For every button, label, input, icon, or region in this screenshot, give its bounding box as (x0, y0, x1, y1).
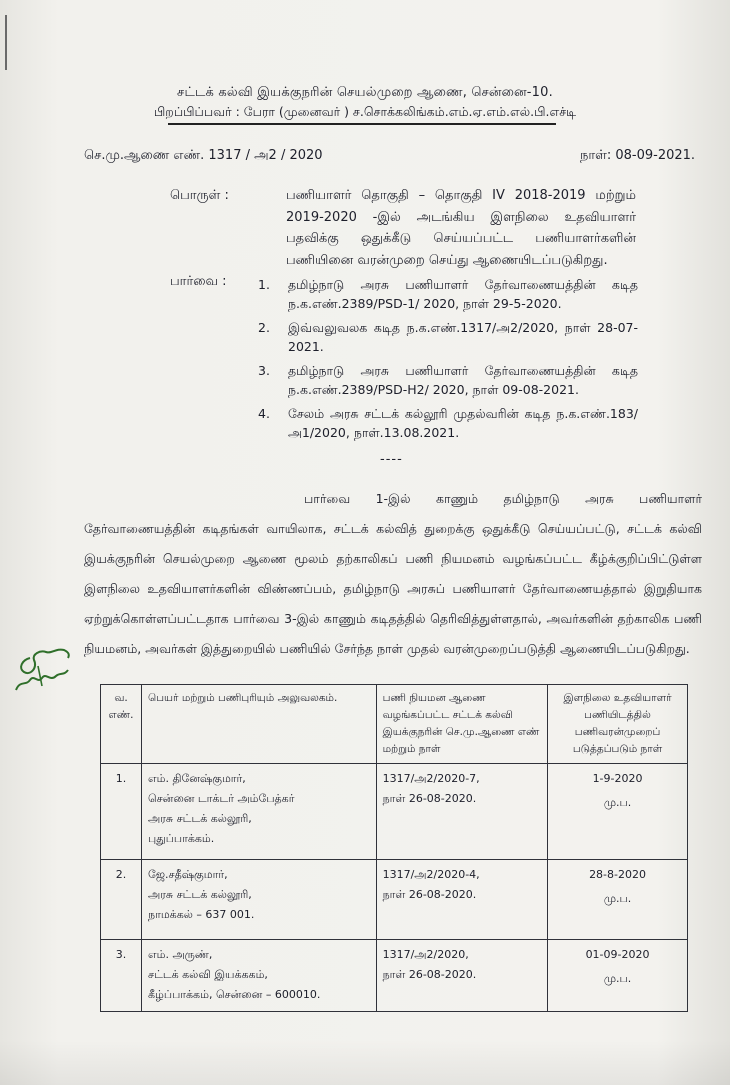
row-date (548, 860, 688, 940)
name-line: ஜே.சதீஷ்குமார், (148, 868, 228, 881)
order-line: நாள் 26-08-2020. (382, 888, 477, 901)
row-name-office (142, 940, 377, 1012)
order-line: நாள் 26-08-2020. (382, 792, 477, 805)
header-serial: வ. எண். (101, 685, 142, 764)
view-number: 3. (258, 363, 270, 378)
row-serial: 2. (101, 860, 142, 940)
header-regularisation-date: இளநிலை உதவியாளர் பணியிடத்தில் பணிவரன்முறைப் படுத்தப்படும் நாள் (548, 685, 688, 764)
name-line: அரசு சட்டக் கல்லூரி, (148, 812, 252, 825)
order-body (84, 484, 702, 664)
order-line: 1317/அ2/2020-4, (382, 868, 480, 881)
name-line: எம். அருண், (148, 948, 213, 961)
table-row (101, 940, 688, 1012)
forenoon-note: மு.ப. (603, 892, 632, 905)
view-number: 2. (258, 320, 270, 335)
row-date (548, 940, 688, 1012)
table-row (101, 764, 688, 860)
name-line: புதுப்பாக்கம். (148, 832, 215, 845)
order-body-text: பார்வை 1-இல் காணும் தமிழ்நாடு அரசு பணியாளர் தேர்வாணையத்தின் கடிதங்கள் வாயிலாக, சட்டக் கல்வித் துறைக்கு ஒதுக்கீடு செய்யப்பட்டு, சட்டக் கல்வி இயக்குநரின் செயல்முறை ஆணை மூலம் தற்காலிகப் பணி நியமனம் வழங்கப்பட்ட கீழ்க்குறிப்பிட்டுள்ள இளநிலை உதவியாளர்களின் விண்ணப்பம், தமிழ்நாடு அரசுப் பணியாளர் தேர்வாணையத்தால் இறுதியாக ஏற்றுக்கொள்ளப்பட்டதாக பார்வை 3-இல் காணும் கடிதத்தில் தெரிவித்துள்ளதால், அவர்களின் தற்காலிக பணி நியமனம், அவர்கள் இத்துறையில் பணியில் சேர்ந்த நாள் முதல் வரன்முறைப்படுத்தி ஆணையிடப்படுகிறது. (84, 491, 702, 656)
order-date: நாள்: 08-09-2021. (580, 148, 696, 163)
view-item (258, 362, 638, 399)
view-item (258, 405, 638, 442)
order-line: நாள் 26-08-2020. (382, 968, 477, 981)
margin-signature-icon (8, 640, 76, 700)
row-order-ref (376, 940, 547, 1012)
table-header-row (101, 685, 688, 764)
view-text: சேலம் அரசு சட்டக் கல்லூரி முதல்வரின் கடித ந.க.எண்.183/அ1/2020, நாள்.13.08.2021. (288, 406, 638, 440)
heading-underline (168, 123, 556, 125)
issuer-line: பிறப்பிப்பவர் : பேரா (முனைவர் ) ச.சொக்கலிங்கம்.எம்.ஏ.எம்.எல்.பி.எச்டி (153, 104, 577, 119)
name-line: கீழ்ப்பாக்கம், சென்னை – 600010. (148, 988, 321, 1001)
order-reference: செ.மு.ஆணை எண். 1317 / அ2 / 2020 (84, 148, 323, 163)
row-serial: 3. (101, 940, 142, 1012)
row-serial: 1. (101, 764, 142, 860)
page-shadow (0, 1040, 730, 1085)
date-value: 01-09-2020 (585, 948, 650, 961)
name-line: சட்டக் கல்வி இயக்ககம், (148, 968, 268, 981)
subject-text: பணியாளர் தொகுதி – தொகுதி IV 2018-2019 மற்றும் 2019-2020 -இல் அடங்கிய இளநிலை உதவியாளர் பதவிக்கு ஒதுக்கீடு செய்யப்பட்ட பணியாளர்களின் பணியினை வரன்முறை செய்து ஆணையிடப்படுகிறது. (286, 188, 636, 268)
row-name-office (142, 860, 377, 940)
separator: ---- (380, 452, 403, 467)
appointment-table (100, 684, 688, 1012)
date-value: 1-9-2020 (592, 772, 643, 785)
name-line: சென்னை டாக்டர் அம்பேத்கர் (148, 792, 295, 805)
subject-label: பொருள் : (170, 188, 229, 203)
row-order-ref (376, 860, 547, 940)
view-number: 1. (258, 277, 270, 292)
view-item (258, 276, 638, 313)
forenoon-note: மு.ப. (603, 972, 632, 985)
views-label: பார்வை : (170, 274, 227, 289)
header-name-office: பெயர் மற்றும் பணிபுரியும் அலுவலகம். (142, 685, 377, 764)
name-line: அரசு சட்டக் கல்லூரி, (148, 888, 252, 901)
table-row (101, 860, 688, 940)
header-order-ref: பணி நியமன ஆணை வழங்கப்பட்ட சட்டக் கல்வி இயக்குநரின் செ.மு.ஆணை எண் மற்றும் நாள் (376, 685, 547, 764)
view-text: தமிழ்நாடு அரசு பணியாளர் தேர்வாணையத்தின் கடித ந.க.எண்.2389/PSD-1/ 2020, நாள் 29-5-2020. (288, 277, 638, 311)
row-date (548, 764, 688, 860)
date-value: 28-8-2020 (589, 868, 646, 881)
view-text: தமிழ்நாடு அரசு பணியாளர் தேர்வாணையத்தின் கடித ந.க.எண்.2389/PSD-H2/ 2020, நாள் 09-08-2021. (288, 363, 638, 397)
office-heading: சட்டக் கல்வி இயக்குநரின் செயல்முறை ஆணை, சென்னை-10. (177, 85, 553, 100)
row-name-office (142, 764, 377, 860)
name-line: எம். தினேஷ்குமார், (148, 772, 246, 785)
row-order-ref (376, 764, 547, 860)
view-number: 4. (258, 406, 270, 421)
forenoon-note: மு.ப. (603, 796, 632, 809)
views-list (258, 276, 638, 448)
name-line: நாமக்கல் – 637 001. (148, 908, 255, 921)
margin-mark (5, 15, 7, 70)
order-line: 1317/அ2/2020-7, (382, 772, 480, 785)
view-text: இவ்வலுவலக கடித ந.க.எண்.1317/அ2/2020, நாள் 28-07-2021. (288, 320, 638, 354)
view-item (258, 319, 638, 356)
order-line: 1317/அ2/2020, (382, 948, 469, 961)
